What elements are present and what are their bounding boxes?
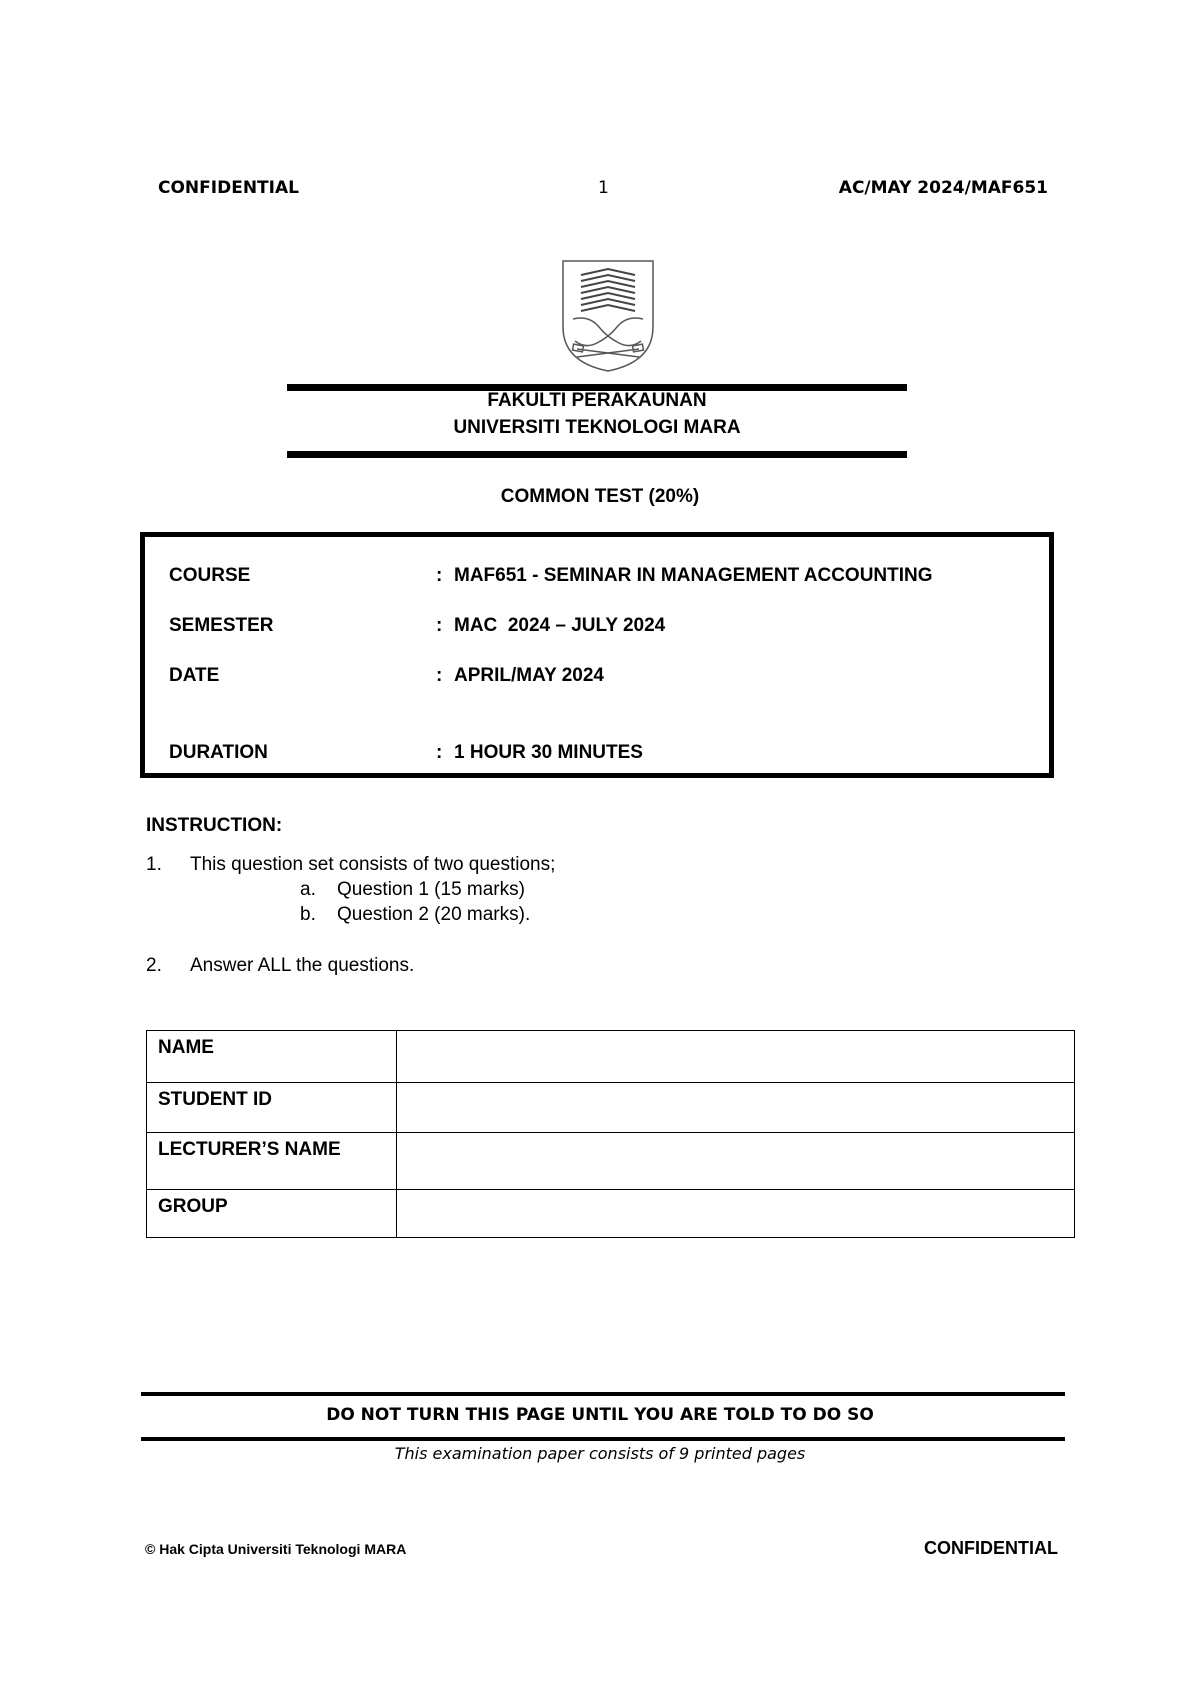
name-label: NAME <box>147 1031 397 1083</box>
course-colon: : <box>436 565 443 586</box>
instruction-1-text: This question set consists of two questions; <box>190 854 556 875</box>
instruction-2-text: Answer ALL the questions. <box>190 955 415 976</box>
duration-value: 1 HOUR 30 MINUTES <box>454 742 643 763</box>
course-label: COURSE <box>169 565 251 586</box>
semester-label: SEMESTER <box>169 615 274 636</box>
instruction-1-number: 1. <box>146 854 162 875</box>
sub-item-a-letter: a. <box>300 879 316 900</box>
header-confidential: CONFIDENTIAL <box>158 178 299 198</box>
lecturer-name-label: LECTURER’S NAME <box>147 1133 397 1190</box>
course-value: MAF651 - SEMINAR IN MANAGEMENT ACCOUNTING <box>454 565 933 586</box>
warning-bottom-rule <box>141 1437 1065 1441</box>
date-value: APRIL/MAY 2024 <box>454 665 604 686</box>
group-field[interactable] <box>397 1190 1075 1238</box>
university-crest-icon <box>559 257 657 375</box>
semester-colon: : <box>436 615 443 636</box>
duration-label: DURATION <box>169 742 268 763</box>
student-id-label: STUDENT ID <box>147 1083 397 1133</box>
student-details-table <box>146 1030 1075 1238</box>
table-row <box>147 1083 1075 1133</box>
duration-colon: : <box>436 742 443 763</box>
sub-item-a-text: Question 1 (15 marks) <box>337 879 525 900</box>
date-label: DATE <box>169 665 220 686</box>
footer-confidential: CONFIDENTIAL <box>924 1538 1058 1558</box>
lecturer-name-field[interactable] <box>397 1133 1075 1190</box>
name-field[interactable] <box>397 1031 1075 1083</box>
instruction-title: INSTRUCTION: <box>146 815 283 836</box>
test-title: COMMON TEST (20%) <box>500 486 700 507</box>
student-id-field[interactable] <box>397 1083 1075 1133</box>
table-row <box>147 1190 1075 1238</box>
faculty-name: FAKULTI PERAKAUNAN <box>487 390 707 411</box>
semester-value: MAC 2024 – JULY 2024 <box>454 615 666 636</box>
sub-item-b-letter: b. <box>300 904 316 925</box>
university-name: UNIVERSITI TEKNOLOGI MARA <box>453 417 741 438</box>
table-row <box>147 1133 1075 1190</box>
instruction-2-number: 2. <box>146 955 162 976</box>
printed-pages-note: This examination paper consists of 9 printed pages <box>394 1444 806 1463</box>
group-label: GROUP <box>147 1190 397 1238</box>
warning-top-rule <box>141 1392 1065 1396</box>
paper-code: AC/MAY 2024/MAF651 <box>838 178 1048 198</box>
copyright-notice: © Hak Cipta Universiti Teknologi MARA <box>145 1541 407 1557</box>
sub-item-b-text: Question 2 (20 marks). <box>337 904 531 925</box>
page-number: 1 <box>598 178 609 198</box>
do-not-turn-warning: DO NOT TURN THIS PAGE UNTIL YOU ARE TOLD TO DO SO <box>326 1405 874 1425</box>
table-row <box>147 1031 1075 1083</box>
bottom-thick-rule <box>287 451 907 458</box>
date-colon: : <box>436 665 443 686</box>
